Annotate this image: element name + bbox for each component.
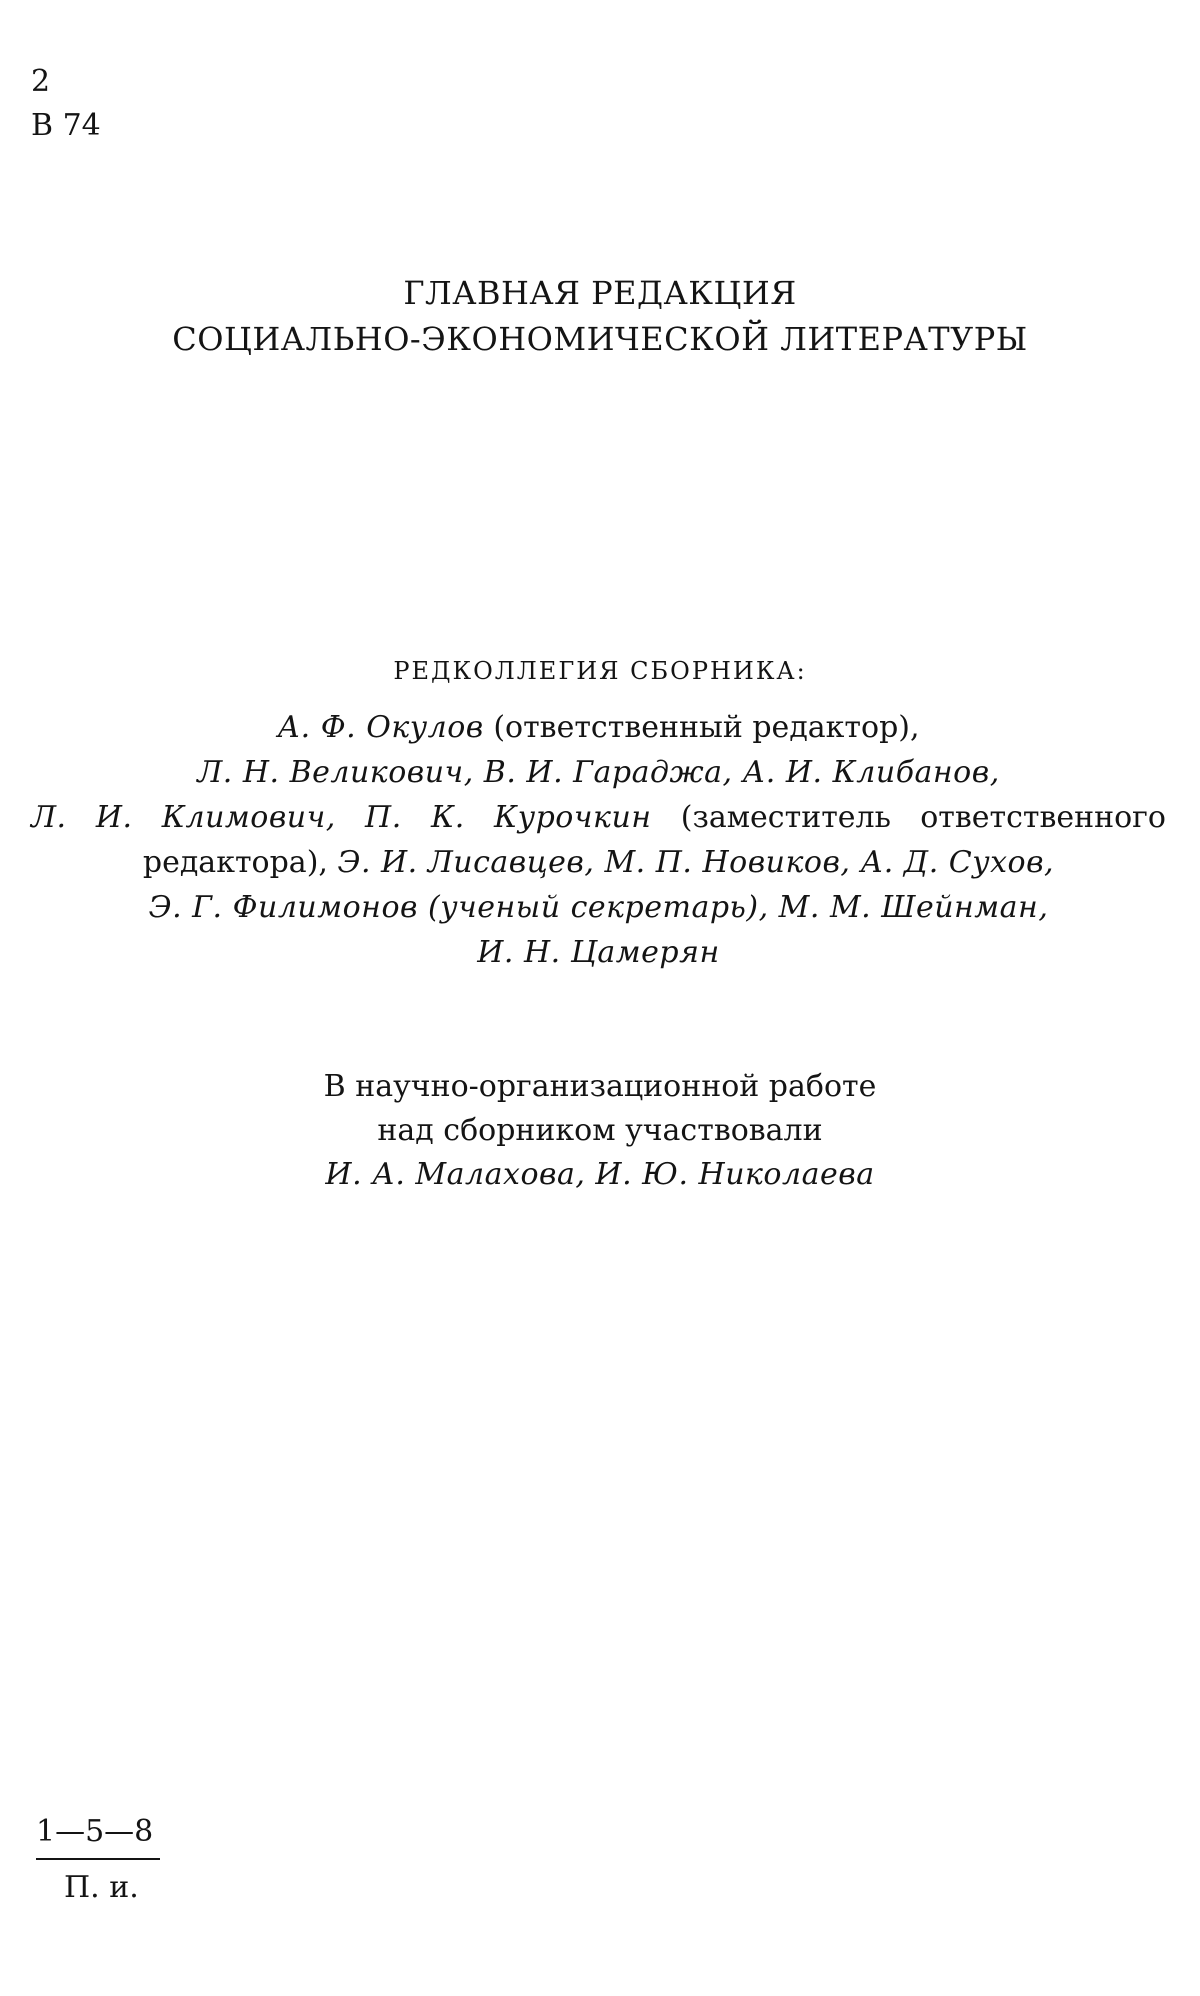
- board-word: Климович,: [161, 800, 336, 835]
- fraction-rule: [36, 1858, 160, 1860]
- board-word: (заместитель: [680, 800, 891, 835]
- publisher-line-1: ГЛАВНАЯ РЕДАКЦИЯ: [403, 274, 797, 312]
- board-members-names-3: Э. Г. Филимонов (ученый секретарь), М. М. Шейнман,: [148, 890, 1049, 925]
- board-word: К.: [430, 800, 465, 835]
- board-word: ответственного: [920, 800, 1166, 835]
- board-word: И.: [95, 800, 133, 835]
- board-line-1: [31, 705, 1166, 750]
- publication-code: [36, 1812, 160, 1908]
- contributors-line-2: над сборником участвовали: [377, 1113, 823, 1148]
- classification-code: В 74: [31, 108, 101, 143]
- publisher-line-2: СОЦИАЛЬНО-ЭКОНОМИЧЕСКОЙ ЛИТЕРАТУРЫ: [172, 320, 1028, 358]
- board-members-names-4: И. Н. Цамерян: [477, 935, 720, 970]
- board-line-2: [31, 750, 1166, 795]
- board-line-4: [31, 840, 1166, 885]
- board-line-5: [31, 885, 1166, 930]
- editor-in-chief-name: А. Ф. Окулов: [277, 710, 484, 745]
- publication-code-numerator: 1—5—8: [36, 1814, 154, 1849]
- board-word: П.: [365, 800, 402, 835]
- classification-number: 2: [31, 64, 51, 99]
- editor-in-chief-role: (ответственный редактор),: [493, 710, 920, 745]
- board-members-names-2: Э. И. Лисавцев, М. П. Новиков, А. Д. Сухов,: [337, 845, 1055, 880]
- deputy-editor-role-end: редактора),: [142, 845, 328, 880]
- board-members-names-1: Л. Н. Великович, В. И. Гараджа, А. И. Клибанов,: [197, 755, 1000, 790]
- contributors-line-1: В научно-организационной работе: [323, 1069, 877, 1104]
- board-word: Л.: [31, 800, 67, 835]
- classification-mark: [31, 60, 101, 148]
- contributors-names: И. А. Малахова, И. Ю. Николаева: [325, 1157, 875, 1192]
- board-line-6: [31, 930, 1166, 975]
- board-word: Курочкин: [493, 800, 652, 835]
- editorial-board-list: [31, 705, 1166, 975]
- publication-code-denominator: П. и.: [64, 1870, 139, 1905]
- board-line-3: [31, 795, 1166, 840]
- contributors-note: [0, 1065, 1200, 1197]
- publisher-name: [0, 270, 1200, 362]
- editorial-board-heading: РЕДКОЛЛЕГИЯ СБОРНИКА:: [393, 657, 807, 685]
